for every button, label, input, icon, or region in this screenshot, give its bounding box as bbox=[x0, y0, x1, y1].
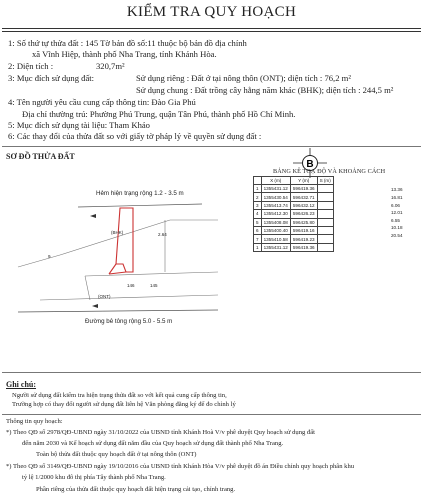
road-top-label: Hẻm hiện trạng rộng 1.2 - 3.5 m bbox=[96, 190, 184, 197]
table-row bbox=[254, 235, 334, 243]
page-title: KIỂM TRA QUY HOẠCH bbox=[126, 4, 297, 20]
map-section-title: SƠ ĐỒ THỬA ĐẤT bbox=[6, 152, 75, 161]
parcel-dim-264: 2.64 bbox=[158, 232, 167, 237]
info-line-1b: xã Vĩnh Hiệp, thành phố Nha Trang, tỉnh Khánh Hòa. bbox=[32, 49, 217, 59]
table-cell bbox=[317, 210, 333, 218]
info-usage-private: Sử dụng riêng : Đất ở tại nông thôn (ONT); diện tích : 76,2 m² bbox=[136, 73, 351, 83]
table-cell: 1355400.40 bbox=[261, 226, 290, 234]
coord-table-header bbox=[254, 177, 334, 185]
coord-header-y: Y (m) bbox=[290, 177, 317, 185]
table-row bbox=[254, 243, 334, 251]
info-changes: 6: Các thay đổi của thửa đất so với giấy tờ pháp lý về quyền sử dụng đất : bbox=[8, 131, 262, 141]
planning-line-6: Phần riêng của thửa đất thuộc quy hoạch đất hiện trạng cải tạo, chỉnh trang. bbox=[36, 486, 236, 493]
arrow-icon bbox=[92, 304, 98, 308]
table-cell bbox=[317, 235, 333, 243]
neighbour-line bbox=[60, 220, 170, 255]
table-cell: 1355413.74 bbox=[261, 201, 290, 209]
neighbour-line bbox=[85, 272, 218, 276]
info-requester: 4: Tên người yêu cầu cung cấp thông tin: Đào Gia Phú bbox=[8, 97, 196, 107]
table-cell: 596432.12 bbox=[290, 201, 317, 209]
table-cell: 1 bbox=[254, 185, 262, 193]
distance-7-1: 20.54 bbox=[391, 233, 403, 238]
table-cell: 3 bbox=[254, 201, 262, 209]
table-row bbox=[254, 193, 334, 201]
coord-table-title: BẢNG KÊ TOẠ ĐỘ VÀ KHOẢNG CÁCH bbox=[273, 168, 386, 175]
planning-line-2: đến năm 2030 và Kế hoạch sử dụng đất năm đầu của Quy hoạch sử dụng đất thành phố Nha Trang. bbox=[22, 440, 284, 447]
info-area-value: 320,7m² bbox=[96, 61, 125, 71]
planning-line-4: *) Theo QĐ số 3149/QĐ-UBND ngày 19/10/2016 của UBND tỉnh Khánh Hòa V/v phê duyệt đồ án Điều chỉnh quy hoạch phân khu bbox=[6, 463, 355, 470]
planning-line-5: tỷ lệ 1/2000 khu đô thị phía Tây thành phố Nha Trang. bbox=[22, 474, 166, 481]
table-row bbox=[254, 210, 334, 218]
table-cell: 6 bbox=[254, 226, 262, 234]
table-cell bbox=[317, 243, 333, 251]
coord-table bbox=[253, 176, 334, 252]
info-area-label: 2: Diện tích : bbox=[8, 61, 54, 71]
bottom-road-edge bbox=[18, 310, 218, 312]
distance-6-7: 10.18 bbox=[391, 225, 403, 230]
table-cell: 2 bbox=[254, 193, 262, 201]
info-purpose: 5: Mục đích sử dụng tài liệu: Tham Khảo bbox=[8, 120, 150, 130]
subject-parcel-edge bbox=[109, 264, 116, 274]
table-cell bbox=[317, 226, 333, 234]
table-row bbox=[254, 218, 334, 226]
info-usage-shared: Sử dụng chung : Đất trồng cây hằng năm khác (BHK); diện tích : 244,5 m² bbox=[136, 85, 394, 95]
subject-parcel bbox=[116, 208, 133, 272]
table-cell: 596432.71 bbox=[290, 193, 317, 201]
parcel-map bbox=[0, 160, 250, 340]
table-cell: 596419.23 bbox=[290, 235, 317, 243]
table-cell: 1 bbox=[254, 243, 262, 251]
parcel-number-9: 9 bbox=[48, 254, 51, 259]
distance-3-4: 6.06 bbox=[391, 203, 400, 208]
table-cell: 5 bbox=[254, 218, 262, 226]
table-cell: 1355430.54 bbox=[261, 193, 290, 201]
section-divider-1 bbox=[2, 146, 421, 147]
top-alley-edge bbox=[78, 204, 202, 207]
section-divider-3 bbox=[2, 414, 421, 415]
table-row bbox=[254, 226, 334, 234]
table-row bbox=[254, 185, 334, 193]
distance-1-2: 13.36 bbox=[391, 187, 403, 192]
planning-line-3: Toàn bộ thửa đất thuộc quy hoạch đất ở tại nông thôn (ONT) bbox=[36, 451, 197, 458]
distance-2-3: 16.81 bbox=[391, 195, 403, 200]
table-cell: 596419.16 bbox=[290, 226, 317, 234]
neighbour-line bbox=[85, 276, 90, 300]
table-cell bbox=[317, 193, 333, 201]
table-cell bbox=[317, 185, 333, 193]
planning-line-1: *) Theo QĐ số 2978/QĐ-UBND ngày 31/10/2022 của UBND tỉnh Khánh Hoà V/v phê duyệt Quy hoạch sử dụng đất bbox=[6, 429, 315, 436]
planning-heading: Thông tin quy hoạch: bbox=[6, 418, 63, 425]
table-cell: 1355412.30 bbox=[261, 210, 290, 218]
table-cell: 4 bbox=[254, 210, 262, 218]
table-cell: 1355410.58 bbox=[261, 235, 290, 243]
table-cell: 596419.36 bbox=[290, 185, 317, 193]
table-cell bbox=[317, 218, 333, 226]
neighbour-line bbox=[40, 295, 218, 300]
note-line-2: Trường hợp có thay đổi người sử dụng đất liên hệ Văn phòng đăng ký để đo chỉnh lý bbox=[12, 401, 236, 408]
subject-parcel-edge bbox=[109, 272, 126, 274]
parcel-number-145: 145 bbox=[150, 283, 158, 288]
distance-4-5: 12.01 bbox=[391, 210, 403, 215]
info-usage-label: 3: Mục đích sử dụng đất: bbox=[8, 73, 95, 83]
info-address: Địa chỉ thường trú: Phường Phú Trung, quận Tân Phú, thành phố Hồ Chí Minh. bbox=[22, 109, 296, 119]
neighbour-line bbox=[18, 255, 60, 267]
road-bottom-label: Đường bê tông rộng 5.0 - 5.5 m bbox=[85, 318, 173, 325]
title-divider bbox=[2, 28, 421, 32]
table-cell bbox=[317, 201, 333, 209]
section-divider-2 bbox=[2, 372, 421, 373]
table-cell: 1355408.08 bbox=[261, 218, 290, 226]
notes-heading: Ghi chú: bbox=[6, 380, 37, 389]
note-line-1: Người sử dụng đất kiểm tra hiện trạng thửa đất so với kết quả cung cấp thông tin, bbox=[12, 392, 227, 399]
info-line-1: 1: Số thứ tự thửa đất : 145 Tờ bản đồ số:11 thuộc bộ bản đồ địa chính bbox=[8, 38, 247, 48]
arrow-icon bbox=[90, 214, 96, 218]
table-cell: 596425.80 bbox=[290, 218, 317, 226]
coord-header-s: S (m) bbox=[317, 177, 333, 185]
parcel-number-146: 146 bbox=[127, 283, 135, 288]
bhk-label: (BHK) bbox=[111, 230, 124, 235]
table-cell: 596419.36 bbox=[290, 243, 317, 251]
distance-5-6: 6.55 bbox=[391, 218, 400, 223]
table-cell: 1355431.12 bbox=[261, 243, 290, 251]
table-row bbox=[254, 201, 334, 209]
table-cell: 7 bbox=[254, 235, 262, 243]
north-letter: B bbox=[306, 159, 314, 170]
coord-header-point bbox=[254, 177, 262, 185]
coord-header-x: X (m) bbox=[261, 177, 290, 185]
table-cell: 1355431.12 bbox=[261, 185, 290, 193]
table-cell: 596426.23 bbox=[290, 210, 317, 218]
ont-label: (ONT) bbox=[98, 294, 111, 299]
